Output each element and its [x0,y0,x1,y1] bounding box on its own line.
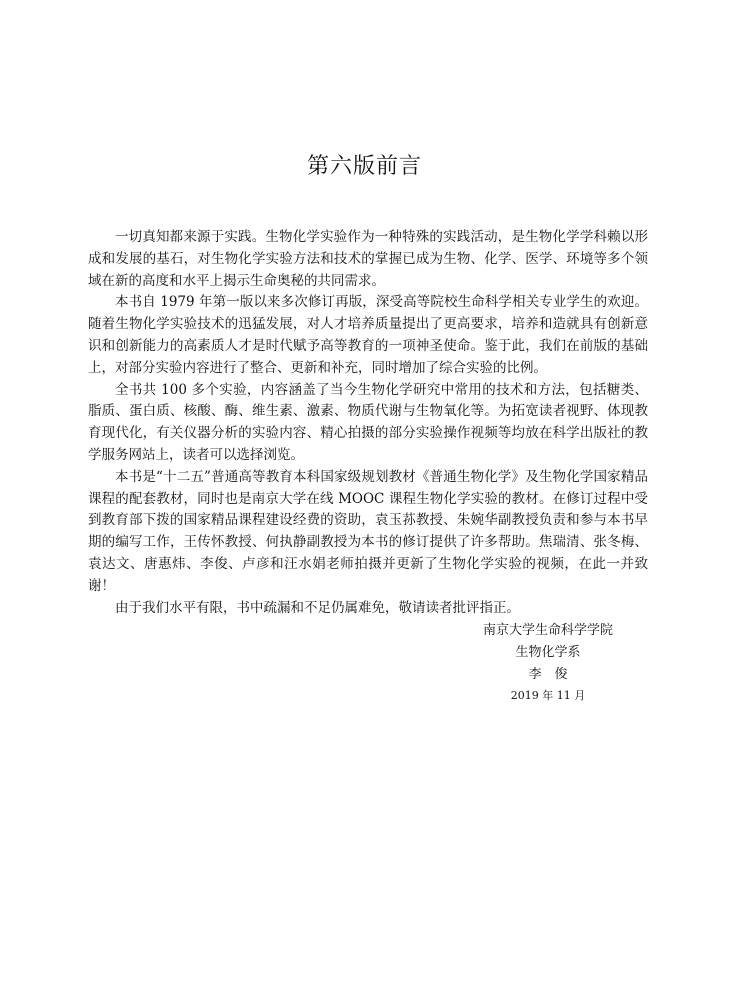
paragraph-2: 本书自 1979 年第一版以来多次修订再版，深受高等院校生命科学相关专业学生的欢迎。随着生物化学实验技术的迅猛发展，对人才培养质量提出了更高要求，培养和造就具有创新意识和创新能力的高素质人才是时代赋予高等教育的一项神圣使命。鉴于此，我们在前版的基础上，对部分实验内容进行了整合、更新和补充，同时增加了综合实验的比例。 [88,294,648,376]
paragraph-4: 本书是“十二五”普通高等教育本科国家级规划教材《普通生物化学》及生物化学国家精品课程的配套教材，同时也是南京大学在线 MOOC 课程生物化学实验的教材。在修订过程中受到教育部下拨的国家精品课程建设经费的资助，袁玉荪教授、朱婉华副教授负责和参与本书早期的编写工作，王传怀教授、何执静副教授为本书的修订提供了许多帮助。焦瑞清、张冬梅、袁达文、唐惠炜、李俊、卢彦和汪水娟老师拍摄并更新了生物化学实验的视频，在此一并致谢！ [88,468,648,594]
paragraph-5: 由于我们水平有限，书中疏漏和不足仍属难免，敬请读者批评指正。 [115,599,520,616]
paragraph-3: 全书共 100 多个实验，内容涵盖了当今生物化学研究中常用的技术和方法，包括糖类、脂质、蛋白质、核酸、酶、维生素、激素、物质代谢与生物氧化等。为拓宽读者视野、体现教育现代化，有关仪器分析的实验内容、精心拍摄的部分实验操作视频等均放在科学出版社的教学服务网站上，读者可以选择浏览。 [88,381,648,463]
signature-department: 生物化学系 [515,645,581,660]
signature-author: 李 俊 [528,667,568,682]
signature-institution: 南京大学生命科学学院 [482,623,613,638]
page-title: 第六版前言 [306,154,422,179]
paragraph-1: 一切真知都来源于实践。生物化学实验作为一种特殊的实践活动，是生物化学学科赖以形成和发展的基石，对生物化学实验方法和技术的掌握已成为生物、化学、医学、环境等多个领域在新的高度和水平上揭示生命奥秘的共同需求。 [88,229,648,289]
signature-block [458,620,638,706]
signature-date: 2019 年 11 月 [510,689,586,702]
preface-body [88,227,648,619]
